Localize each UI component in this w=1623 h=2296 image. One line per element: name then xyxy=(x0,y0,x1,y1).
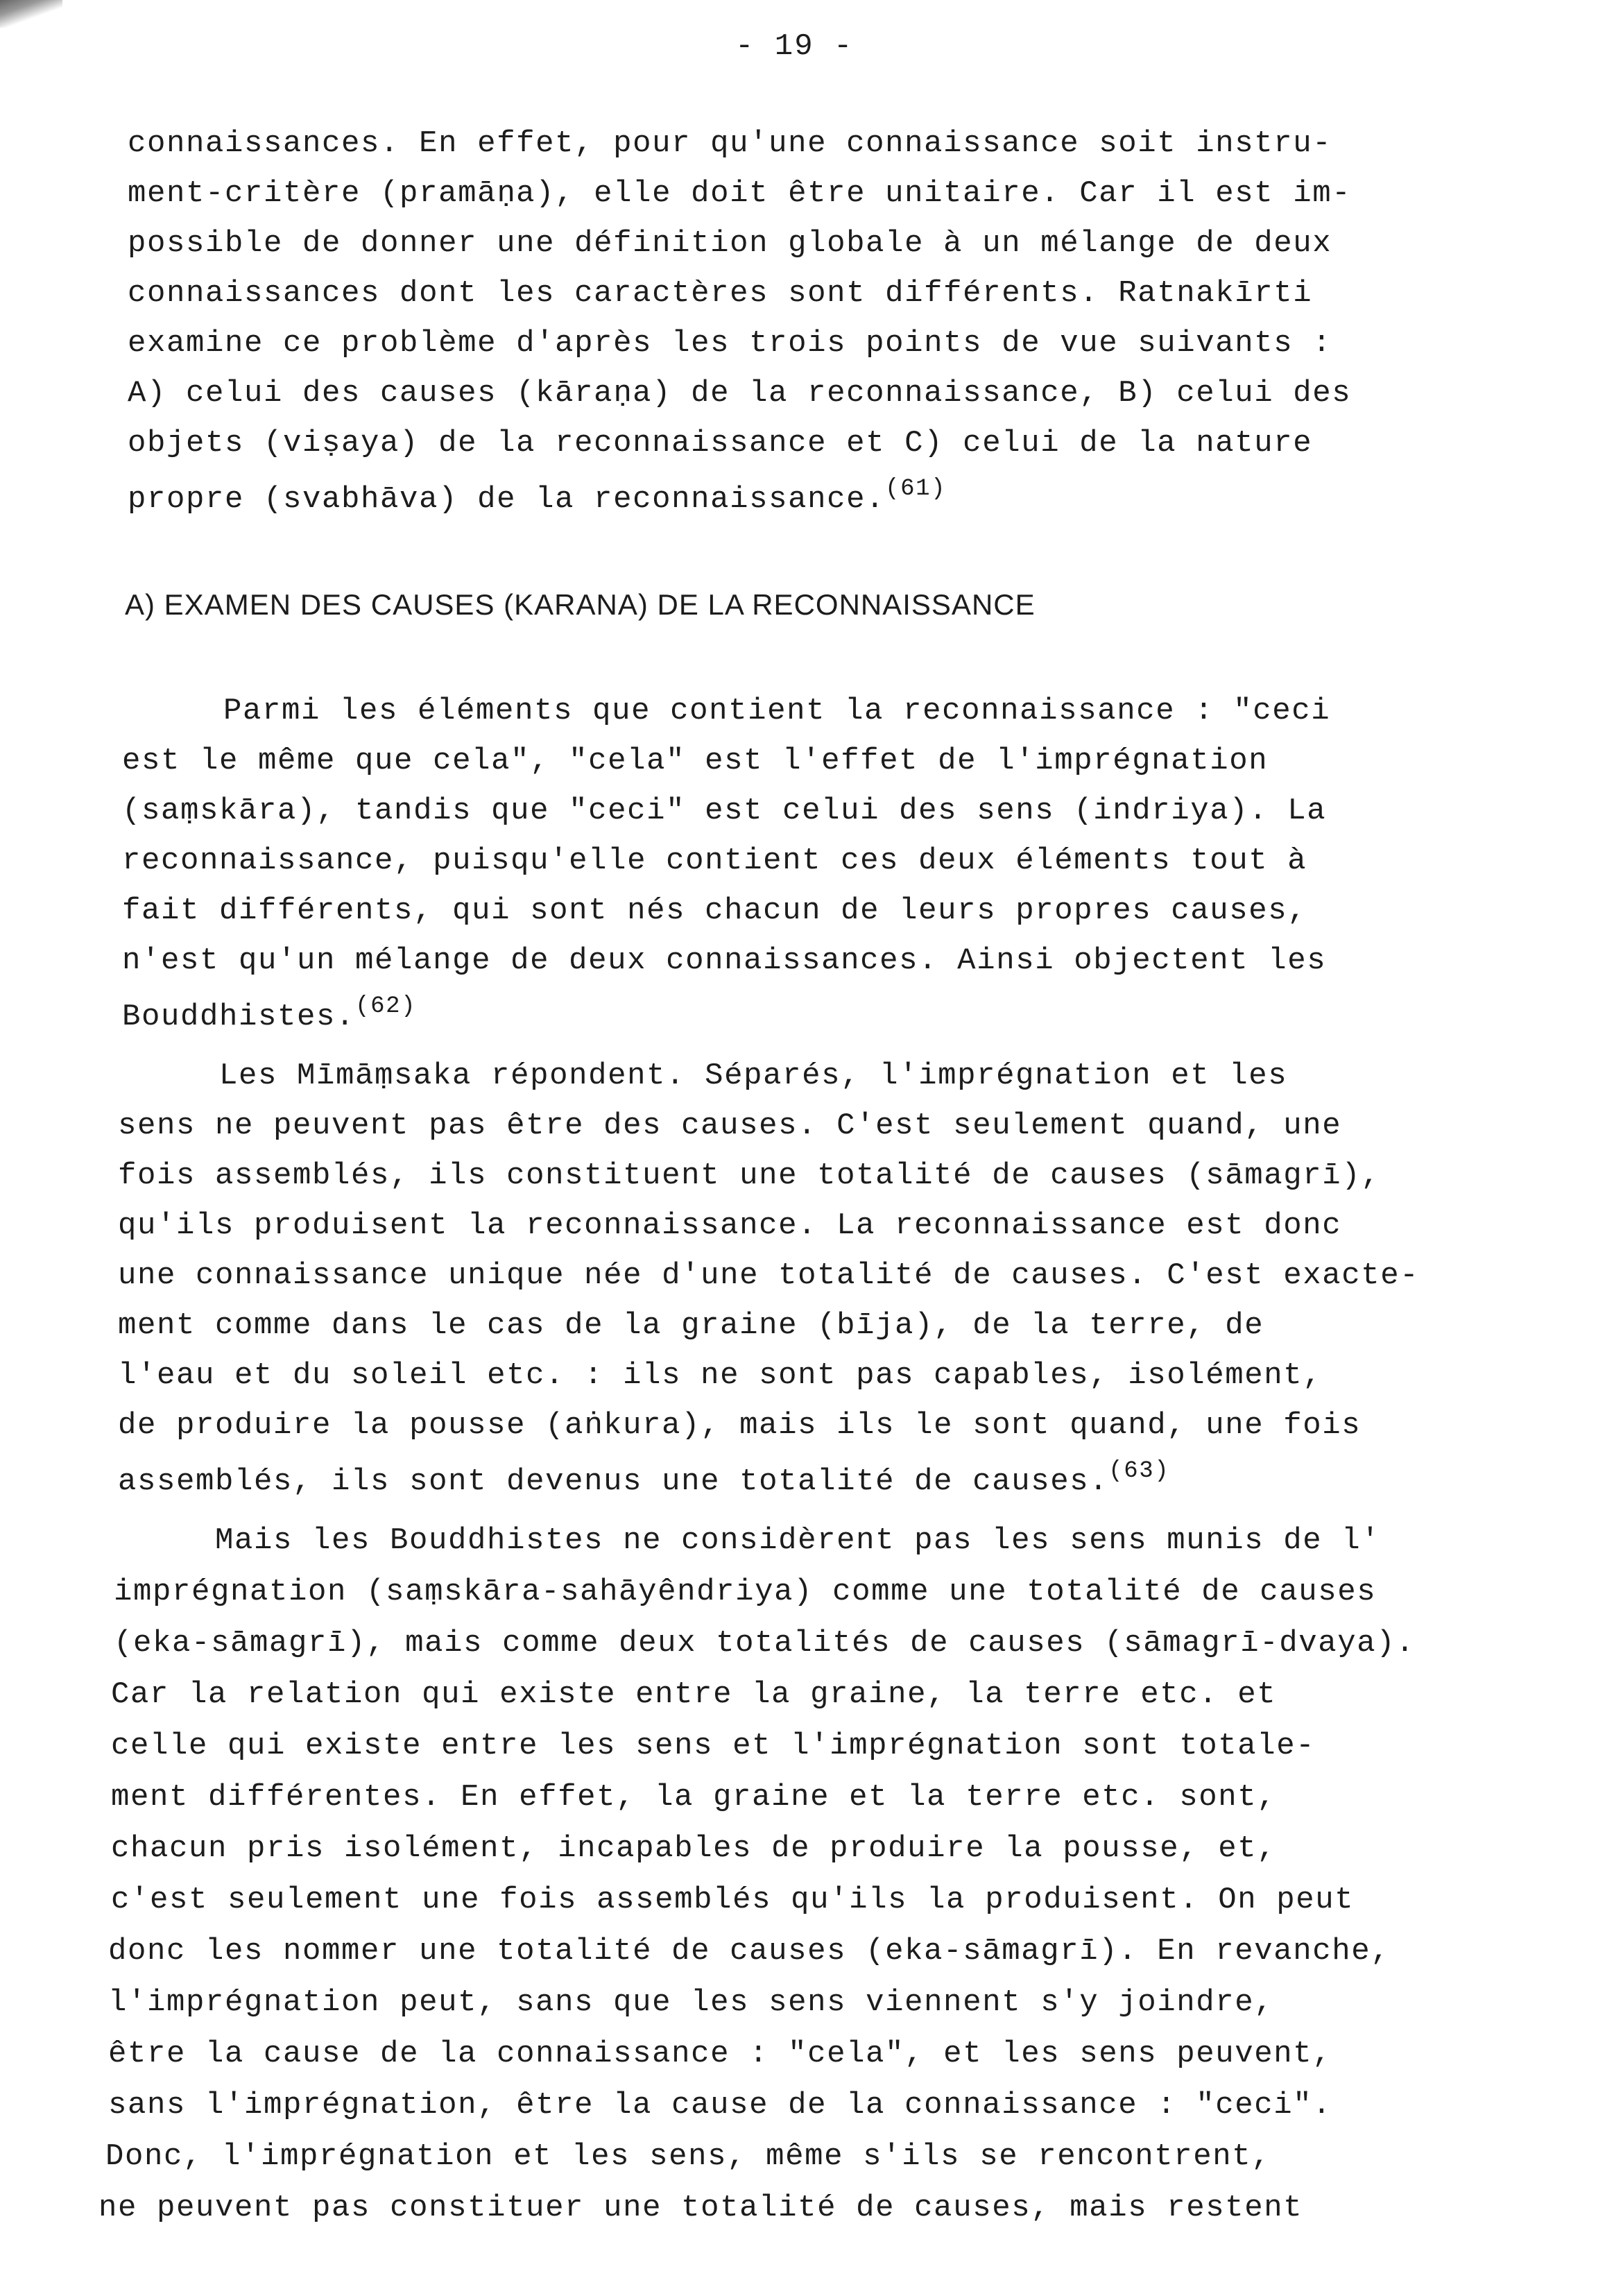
text-line: celle qui existe entre les sens et l'imprégnation sont totale- xyxy=(111,1729,1316,1763)
text-line: une connaissance unique née d'une totalité de causes. C'est exacte- xyxy=(118,1258,1420,1293)
text-line-with-footnote xyxy=(118,1458,1169,1499)
text-line-content: propre (svabhāva) de la reconnaissance. xyxy=(128,482,886,517)
text-line: ment comme dans le cas de la graine (bīja), de la terre, de xyxy=(118,1308,1264,1343)
footnote-marker-61: (61) xyxy=(885,476,947,502)
text-line: examine ce problème d'après les trois points de vue suivants : xyxy=(128,326,1332,361)
text-line: (saṃskāra), tandis que "ceci" est celui des sens (indriya). La xyxy=(122,794,1327,828)
text-line: est le même que cela", "cela" est l'effet de l'imprégnation xyxy=(122,744,1269,778)
text-line: l'imprégnation peut, sans que les sens viennent s'y joindre, xyxy=(108,1985,1274,2020)
text-line: ment-critère (pramāṇa), elle doit être unitaire. Car il est im- xyxy=(128,176,1352,211)
text-line: fait différents, qui sont nés chacun de leurs propres causes, xyxy=(122,893,1307,928)
text-line: l'eau et du soleil etc. : ils ne sont pas capables, isolément, xyxy=(118,1358,1323,1393)
text-line: qu'ils produisent la reconnaissance. La reconnaissance est donc xyxy=(118,1208,1342,1243)
text-line: connaissances dont les caractères sont différents. Ratnakīrti xyxy=(128,276,1313,311)
text-line: sans l'imprégnation, être la cause de la connaissance : "ceci". xyxy=(108,2088,1332,2123)
footnote-marker-62: (62) xyxy=(355,993,417,1020)
text-line: Mais les Bouddhistes ne considèrent pas les sens munis de l' xyxy=(215,1523,1381,1558)
text-line: ment différentes. En effet, la graine et la terre etc. sont, xyxy=(111,1780,1277,1815)
text-line: ne peuvent pas constituer une totalité de causes, mais restent xyxy=(98,2191,1303,2225)
text-line: (eka-sāmagrī), mais comme deux totalités de causes (sāmagrī-dvaya). xyxy=(114,1626,1416,1661)
text-line: objets (viṣaya) de la reconnaissance et C) celui de la nature xyxy=(128,426,1313,461)
text-line: chacun pris isolément, incapables de produire la pousse, et, xyxy=(111,1831,1277,1866)
text-line: reconnaissance, puisqu'elle contient ces deux éléments tout à xyxy=(122,843,1307,878)
text-line: de produire la pousse (aṅkura), mais ils le sont quand, une fois xyxy=(118,1408,1362,1443)
text-line: imprégnation (saṃskāra-sahāyêndriya) comme une totalité de causes xyxy=(114,1575,1377,1609)
text-line: Les Mīmāṃsaka répondent. Séparés, l'imprégnation et les xyxy=(219,1059,1288,1093)
text-line: sens ne peuvent pas être des causes. C'est seulement quand, une xyxy=(118,1108,1342,1143)
text-line: A) celui des causes (kāraṇa) de la reconnaissance, B) celui des xyxy=(128,376,1352,411)
text-line-with-footnote xyxy=(128,476,946,517)
text-line-content: assemblés, ils sont devenus une totalité de causes. xyxy=(118,1464,1109,1499)
text-line-with-footnote xyxy=(122,993,416,1034)
text-line: possible de donner une définition globale à un mélange de deux xyxy=(128,226,1332,261)
text-line: fois assemblés, ils constituent une totalité de causes (sāmagrī), xyxy=(118,1158,1381,1193)
section-heading: A) EXAMEN DES CAUSES (KARANA) DE LA RECONNAISSANCE xyxy=(125,588,1036,621)
footnote-marker-63: (63) xyxy=(1108,1458,1170,1484)
text-line: Donc, l'imprégnation et les sens, même s'ils se rencontrent, xyxy=(105,2139,1271,2174)
text-line: donc les nommer une totalité de causes (eka-sāmagrī). En revanche, xyxy=(108,1934,1391,1969)
text-line: n'est qu'un mélange de deux connaissances. Ainsi objectent les xyxy=(122,943,1327,978)
scan-artifact xyxy=(0,0,62,28)
text-line: Car la relation qui existe entre la graine, la terre etc. et xyxy=(111,1677,1277,1712)
text-line-content: Bouddhistes. xyxy=(122,1000,356,1034)
page-number: - 19 - xyxy=(735,29,854,64)
text-line: être la cause de la connaissance : "cela", et les sens peuvent, xyxy=(108,2037,1332,2071)
text-line: connaissances. En effet, pour qu'une connaissance soit instru- xyxy=(128,126,1332,161)
text-line: c'est seulement une fois assemblés qu'ils la produisent. On peut xyxy=(111,1883,1355,1917)
text-line: Parmi les éléments que contient la reconnaissance : "ceci xyxy=(223,694,1331,728)
